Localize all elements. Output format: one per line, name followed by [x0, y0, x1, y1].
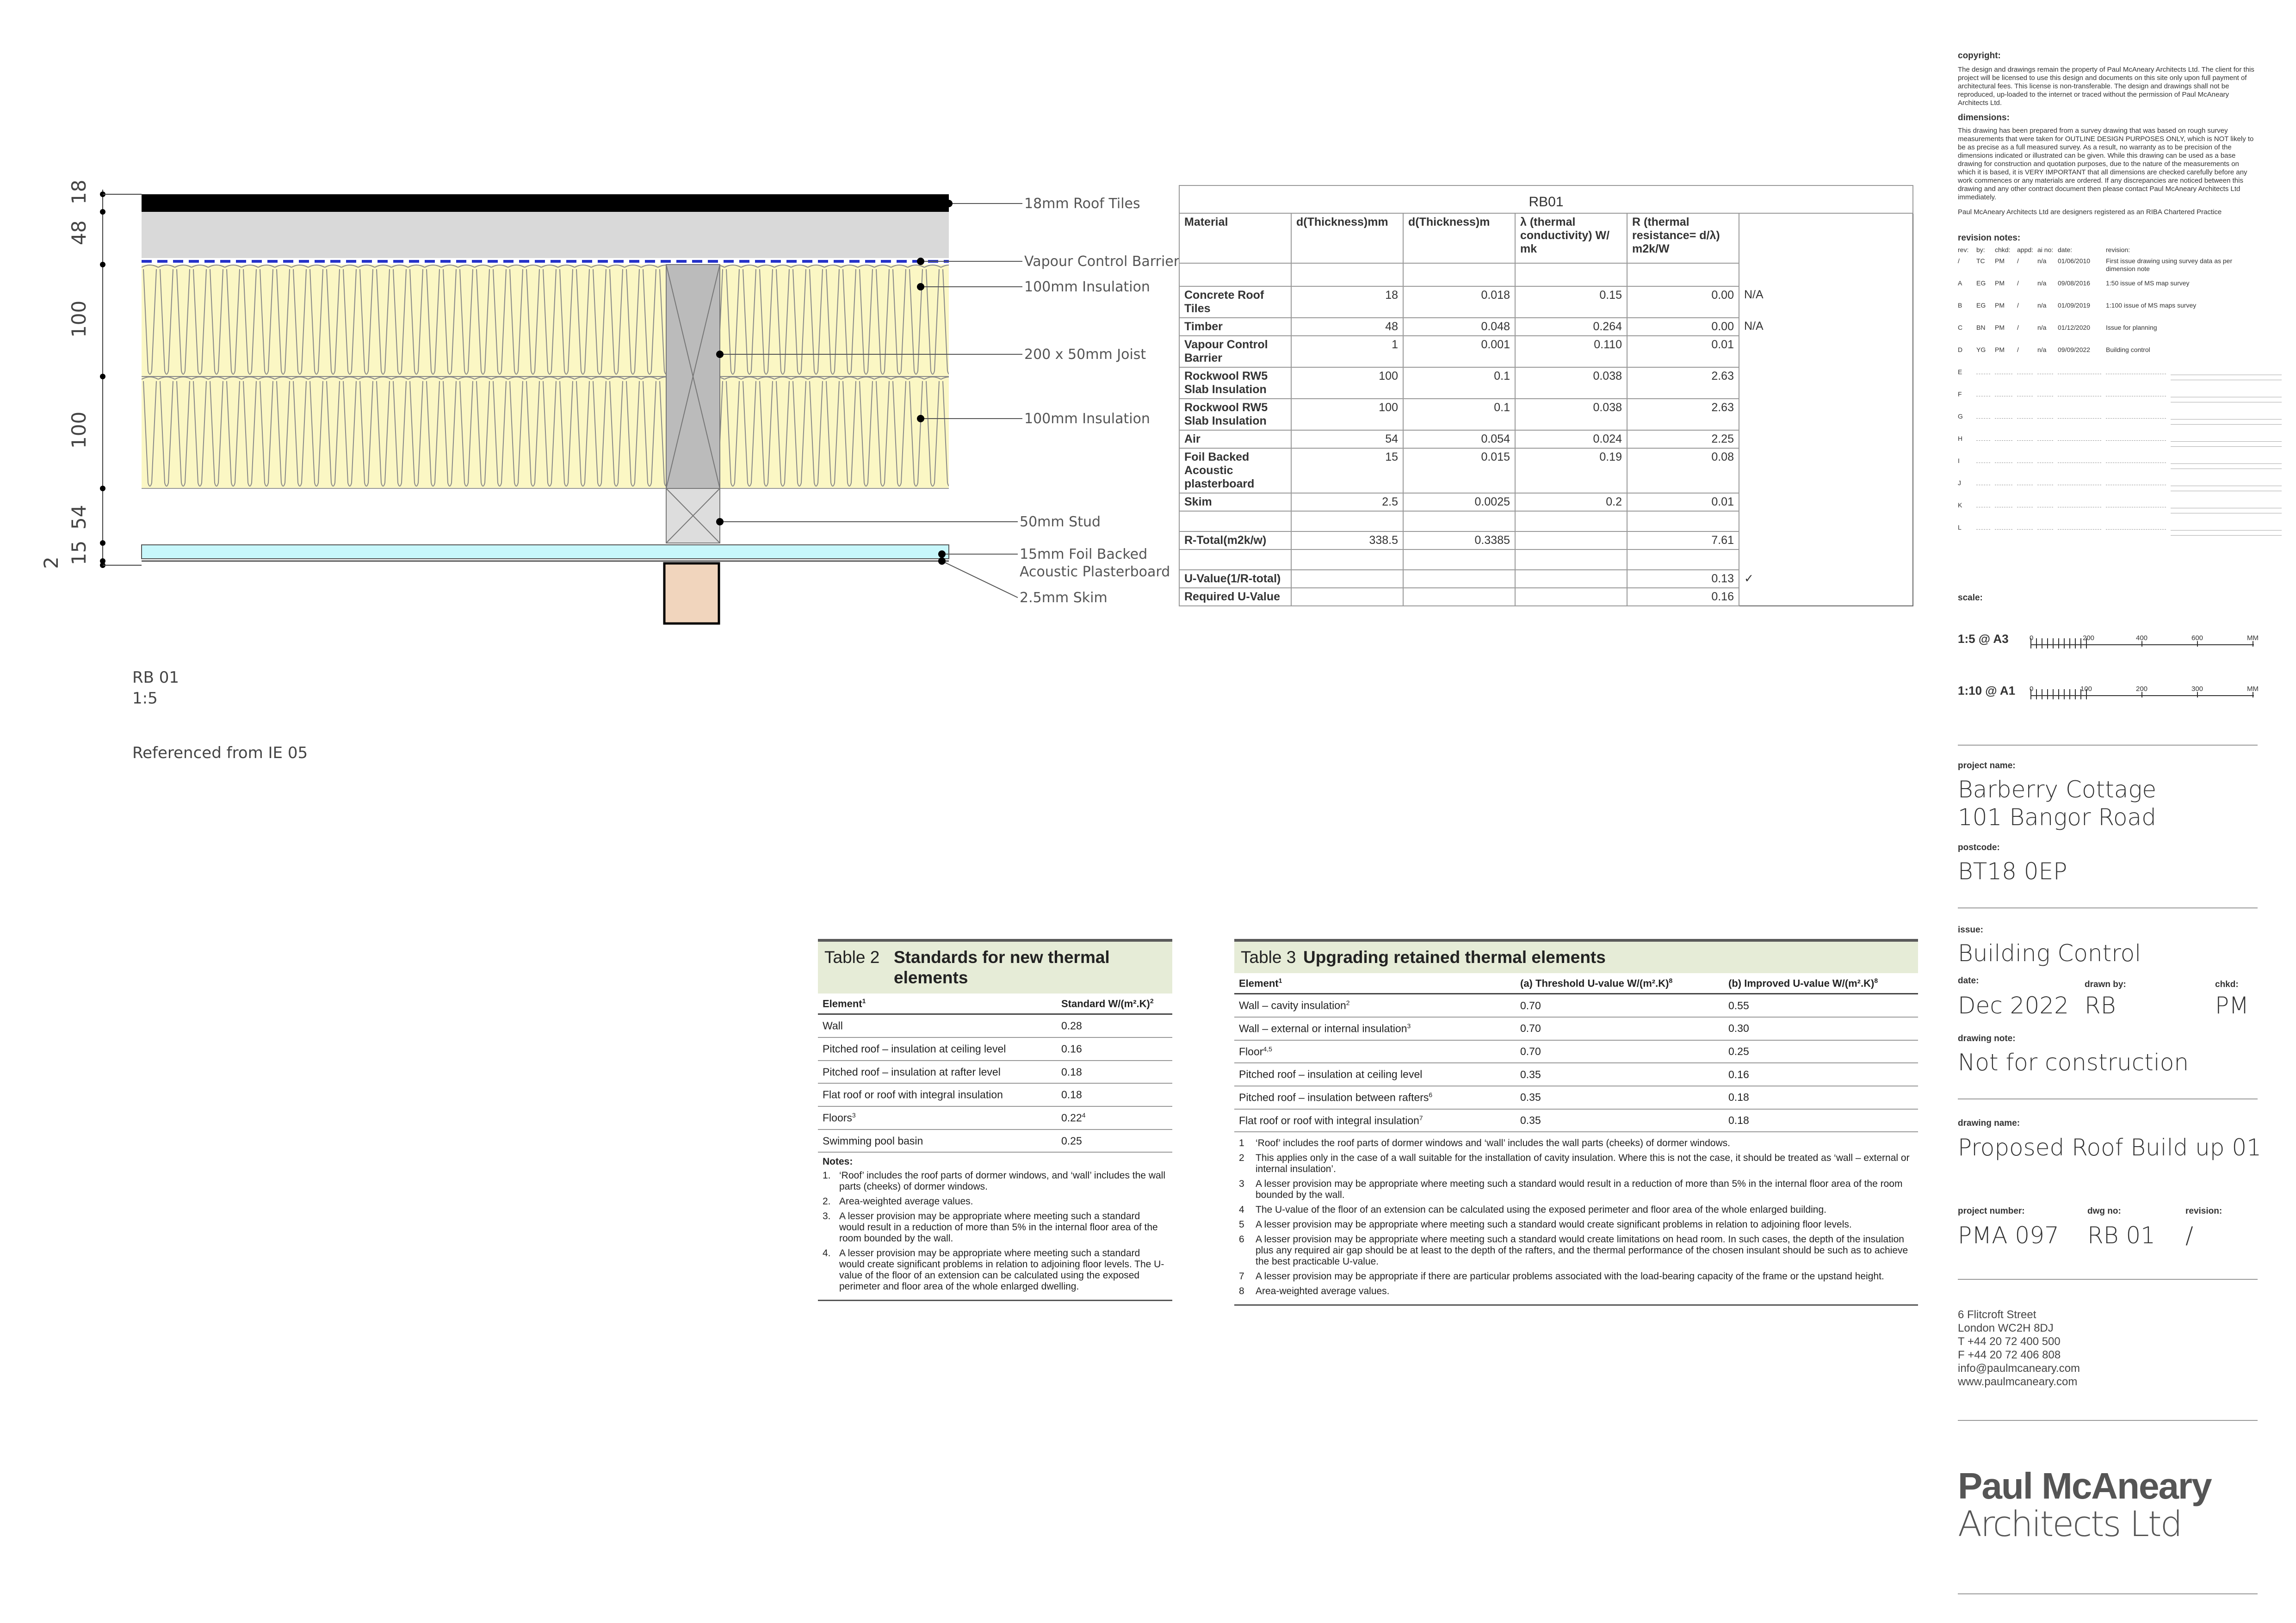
table2-row	[818, 1106, 1172, 1129]
rb01-calculation-table	[1179, 185, 1913, 606]
date: Dec 2022	[1958, 992, 2069, 1019]
rb01-conductivity: 0.19	[1515, 448, 1627, 493]
revision-row: A EG PM / n/a 09/08/2016 1:50 issue of MS map survey	[1958, 279, 2190, 287]
rb01-total-label: R-Total(m2k/w)	[1179, 531, 1291, 549]
address-line: 6 Flitcroft Street	[1958, 1308, 2036, 1321]
table3-threshold: 0.35	[1516, 1109, 1724, 1132]
rb01-header-mm: d(Thickness)mm	[1291, 213, 1403, 263]
rb01-required-label: Required U-Value	[1179, 588, 1291, 606]
scale1-tick-1: 200	[2083, 634, 2095, 642]
table3-number: Table 3	[1241, 948, 1296, 967]
scale2-label: 1:10 @ A1	[1958, 684, 2016, 697]
drawing-reference-note: Referenced from IE 05	[132, 744, 308, 762]
table2-value: 0.18	[1057, 1061, 1172, 1084]
rb01-conductivity: 0.038	[1515, 399, 1627, 430]
rb01-material: Concrete Roof Tiles	[1179, 286, 1291, 318]
table3-col-improved: (b) Improved U-value $W/(m^2.K)^8$	[1724, 973, 1918, 994]
table3-threshold: 0.70	[1516, 1040, 1724, 1063]
table2-value: 0.25	[1057, 1129, 1172, 1153]
rb01-resistance: 2.25	[1627, 430, 1739, 448]
project-number-label: project number:	[1958, 1206, 2025, 1216]
table2-notes-label: Notes:	[823, 1156, 853, 1167]
scale2-tick-3: 300	[2191, 685, 2203, 693]
table3-row	[1234, 1086, 1918, 1109]
table3-improved: 0.25	[1724, 1040, 1918, 1063]
rb01-conductivity: 0.264	[1515, 318, 1627, 336]
table3-note: 8 Area-weighted average values.	[1239, 1286, 1390, 1297]
rb01-thickness-m: 0.0025	[1403, 493, 1515, 511]
drawing-name-label: drawing name:	[1958, 1118, 2020, 1128]
address-line: F +44 20 72 406 808	[1958, 1349, 2061, 1361]
table2-col-standard: Standard $W/(m^2.K)^2$	[1057, 994, 1172, 1014]
table3-element: Wall – cavity insulation$^2$	[1234, 994, 1516, 1017]
table3-element: Pitched roof – insulation between rafters$^6$	[1234, 1086, 1516, 1109]
table2-element: Wall	[818, 1014, 1057, 1037]
rb01-resistance: 2.63	[1627, 367, 1739, 399]
rb01-total-mm: 338.5	[1291, 531, 1403, 549]
revision-row-empty: L	[1958, 524, 2258, 546]
address-line: info@paulmcaneary.com	[1958, 1362, 2080, 1375]
table3-element: Pitched roof – insulation at ceiling level	[1234, 1063, 1516, 1086]
callout-skim: 2.5mm Skim	[1020, 590, 1108, 606]
revision-label: revision:	[2185, 1206, 2222, 1216]
rb01-uvalue-label: U-Value(1/R-total)	[1179, 570, 1291, 588]
drawing-reference-name: RB 01	[132, 668, 179, 687]
rb01-resistance: 0.01	[1627, 336, 1739, 367]
rb01-note	[1739, 399, 1913, 430]
logo-line2: Architects Ltd	[1958, 1503, 2181, 1544]
scale2-tick-2: 200	[2136, 685, 2148, 693]
scale-label: scale:	[1958, 593, 1983, 603]
table2-element: Flat roof or roof with integral insulation	[818, 1083, 1057, 1106]
roof-tiles-layer	[142, 194, 949, 212]
rb01-thickness-m: 0.001	[1403, 336, 1515, 367]
riba-text: Paul McAneary Architects Ltd are designers registered as an RIBA Chartered Practice	[1958, 208, 2222, 216]
date-label: date:	[1958, 976, 1979, 986]
issue: Building Control	[1958, 940, 2141, 967]
dwg-no: RB 01	[2087, 1222, 2155, 1249]
table3-note: 7 A lesser provision may be appropriate if there are particular problems associated with the load-bearing capacity of the frame or the upstand height.	[1239, 1271, 1884, 1282]
table2-row	[818, 1083, 1172, 1106]
table3-threshold: 0.70	[1516, 994, 1724, 1017]
rb01-resistance: 0.01	[1627, 493, 1739, 511]
rb01-thickness-m: 0.018	[1403, 286, 1515, 318]
project-name-line1: Barberry Cottage	[1958, 776, 2157, 803]
scale2-tick-1: 100	[2080, 685, 2092, 693]
table3-note: 6 A lesser provision may be appropriate where meeting such a standard would create limitations on head room. In such cases, the depth of the insulation plus any required air gap should be at least to the depth of the rafters, and the thermal performance of the chosen insulant should be such as to achieve the best practicable U-value.	[1239, 1234, 1908, 1267]
table3-element: Flat roof or roof with integral insulation$^7$	[1234, 1109, 1516, 1132]
rb01-thickness-mm: 54	[1291, 430, 1403, 448]
copyright-label: copyright:	[1958, 51, 2001, 61]
project-number: PMA 097	[1958, 1222, 2059, 1249]
table3-improved: 0.16	[1724, 1063, 1918, 1086]
rb01-row	[1179, 493, 1913, 511]
rb01-row	[1179, 448, 1913, 493]
table3-row	[1234, 1109, 1918, 1132]
rb01-conductivity: 0.2	[1515, 493, 1627, 511]
rb01-material: Timber	[1179, 318, 1291, 336]
table3-improved: 0.30	[1724, 1017, 1918, 1040]
callout-insulation-upper: 100mm Insulation	[1024, 279, 1150, 295]
table3-row	[1234, 1063, 1918, 1086]
rb01-thickness-mm: 48	[1291, 318, 1403, 336]
rb01-thickness-m: 0.054	[1403, 430, 1515, 448]
table2-row	[818, 1061, 1172, 1084]
revision-row-empty: E	[1958, 368, 2258, 390]
table3-element: Floor$^{4,5}$	[1234, 1040, 1516, 1063]
table2-element: Floors$^3$	[818, 1106, 1057, 1129]
rb01-note	[1739, 493, 1913, 511]
rb01-total-r: 7.61	[1627, 531, 1739, 549]
table2-element: Swimming pool basin	[818, 1129, 1057, 1153]
callout-roof-tiles: 18mm Roof Tiles	[1024, 196, 1140, 212]
table3-row	[1234, 1017, 1918, 1040]
revision-row-empty: K	[1958, 501, 2258, 524]
table2-note: 4. A lesser provision may be appropriate where meeting such a standard would create significant problems in relation to adjoining floor levels. The U-value of the floor of an extension can be calculated using the exposed perimeter and floor area of the whole enlarged dwelling.	[823, 1248, 1164, 1292]
revision-header-row: rev: by: chkd: appd: ai no: date: revision:	[1958, 246, 2130, 253]
rb01-note	[1739, 430, 1913, 448]
rb01-header-lambda: λ (thermal conductivity) W/ mk	[1515, 213, 1627, 263]
revision-row-empty: F	[1958, 390, 2258, 413]
postcode: BT18 0EP	[1958, 858, 2067, 885]
rb01-material: Foil Backed Acoustic plasterboard	[1179, 448, 1291, 493]
drawing-reference-scale: 1:5	[132, 689, 158, 708]
table2-row	[818, 1037, 1172, 1061]
rb01-uvalue-check: ✓	[1744, 572, 1754, 585]
checked-by: PM	[2215, 992, 2249, 1019]
table2-value: 0.28	[1057, 1014, 1172, 1037]
address-line: London WC2H 8DJ	[1958, 1322, 2054, 1334]
air-gap	[142, 488, 949, 543]
title-block	[1958, 51, 2258, 546]
table2-element: Pitched roof – insulation at ceiling level	[818, 1037, 1057, 1061]
rb01-conductivity: 0.110	[1515, 336, 1627, 367]
issue-label: issue:	[1958, 925, 1983, 935]
rb01-row	[1179, 336, 1913, 367]
address-line: www.paulmcaneary.com	[1958, 1376, 2078, 1388]
plasterboard-layer	[142, 545, 949, 559]
table3-threshold: 0.35	[1516, 1063, 1724, 1086]
rb01-total-m: 0.3385	[1403, 531, 1515, 549]
table2-row	[818, 1129, 1172, 1153]
drawing-note-label: drawing note:	[1958, 1034, 2016, 1043]
table3-improved: 0.55	[1724, 994, 1918, 1017]
table3-row	[1234, 994, 1918, 1017]
rb01-resistance: 0.08	[1627, 448, 1739, 493]
rb01-note	[1739, 448, 1913, 493]
rb01-header-r: R (thermal resistance= d/λ) m2k/W	[1627, 213, 1739, 263]
dim-100-lower: 100	[68, 411, 90, 449]
rb01-thickness-mm: 100	[1291, 367, 1403, 399]
scale2-tick-4: MM	[2247, 685, 2259, 693]
wall-below	[664, 563, 719, 623]
rb01-row	[1179, 318, 1913, 336]
rb01-title: RB01	[1179, 185, 1913, 213]
rb01-header-material: Material	[1179, 213, 1291, 263]
drawn-by: RB	[2085, 992, 2116, 1019]
rb01-conductivity: 0.038	[1515, 367, 1627, 399]
scale1-tick-2: 400	[2136, 634, 2148, 642]
table3-note: 1 ‘Roof’ includes the roof parts of dormer windows and ‘wall’ includes the wall parts (cheeks) of dormer windows.	[1239, 1138, 1730, 1149]
rb01-required-uvalue: 0.16	[1627, 588, 1739, 606]
callout-insulation-lower: 100mm Insulation	[1024, 411, 1150, 427]
revision-row-empty: I	[1958, 457, 2258, 479]
dim-54: 54	[68, 505, 90, 530]
rb01-resistance: 0.00	[1627, 286, 1739, 318]
dim-48: 48	[68, 220, 90, 245]
rb01-thickness-mm: 15	[1291, 448, 1403, 493]
dimensions-label: dimensions:	[1958, 113, 2010, 123]
callout-vapour-barrier: Vapour Control Barrier	[1024, 253, 1180, 270]
revision: /	[2185, 1222, 2193, 1249]
table2-col-element: Element$^1$	[818, 994, 1057, 1014]
callout-joist: 200 x 50mm Joist	[1024, 346, 1146, 363]
rb01-thickness-m: 0.015	[1403, 448, 1515, 493]
rb01-thickness-m: 0.1	[1403, 367, 1515, 399]
table2-note: 1. ‘Roof’ includes the roof parts of dormer windows, and ‘wall’ includes the wall parts (cheeks) of dormer windows.	[823, 1170, 1165, 1192]
rb01-thickness-m: 0.1	[1403, 399, 1515, 430]
table2-value: 0.18	[1057, 1083, 1172, 1106]
dwg-no-label: dwg no:	[2087, 1206, 2121, 1216]
table2-value: 0.16	[1057, 1037, 1172, 1061]
scale1-tick-3: 600	[2191, 634, 2203, 642]
table3-element: Wall – external or internal insulation$^3$	[1234, 1017, 1516, 1040]
table3-note: 4 The U-value of the floor of an extension can be calculated using the exposed perimeter and floor area of the whole enlarged building.	[1239, 1204, 1826, 1216]
project-name-label: project name:	[1958, 761, 2016, 771]
logo-line1: Paul McAneary	[1958, 1465, 2211, 1506]
scale1-label: 1:5 @ A3	[1958, 632, 2009, 646]
rb01-note: N/A	[1744, 288, 1764, 301]
postcode-label: postcode:	[1958, 843, 2000, 852]
office-address	[1958, 1308, 2080, 1388]
callout-plasterboard-1: 15mm Foil Backed	[1020, 546, 1148, 562]
project-name-line2: 101 Bangor Road	[1958, 804, 2156, 831]
rb01-row	[1179, 367, 1913, 399]
rb01-note: N/A	[1744, 320, 1764, 333]
table2-value: 0.22$^4$	[1057, 1106, 1172, 1129]
revision-row-empty: J	[1958, 479, 2258, 501]
table3-row	[1234, 1040, 1918, 1063]
table2-number: Table 2	[824, 948, 880, 967]
drawn-by-label: drawn by:	[2085, 980, 2126, 989]
callout-plasterboard-2: Acoustic Plasterboard	[1020, 564, 1170, 580]
table2-standards	[818, 939, 1172, 1301]
rb01-thickness-mm: 2.5	[1291, 493, 1403, 511]
table3-threshold: 0.70	[1516, 1017, 1724, 1040]
scale-bars	[1958, 624, 2263, 708]
drawing-name: Proposed Roof Build up 01	[1958, 1134, 2262, 1161]
revision-row-empty: H	[1958, 435, 2258, 457]
table3-col-element: Element$^1$	[1234, 973, 1516, 994]
revision-row-empty: G	[1958, 413, 2258, 435]
rb01-material: Skim	[1179, 493, 1291, 511]
table2-note: 2. Area-weighted average values.	[823, 1196, 973, 1207]
copyright-text: The design and drawings remain the property of Paul McAneary Architects Ltd. The client for this project will be licensed to use this design and documents on this site only upon full payment of architectural fees. This license is non-transferable. The design and drawings shall not be reproduced, up-loaded to the internet or traced without the permission of Paul McAneary Architects Ltd.	[1958, 66, 2254, 107]
roof-section-drawing	[0, 0, 1203, 648]
rb01-material: Rockwool RW5 Slab Insulation	[1179, 367, 1291, 399]
revision-notes-label: revision notes:	[1958, 233, 2021, 243]
rb01-resistance: 0.00	[1627, 318, 1739, 336]
rb01-conductivity: 0.15	[1515, 286, 1627, 318]
rb01-material: Rockwool RW5 Slab Insulation	[1179, 399, 1291, 430]
rb01-conductivity: 0.024	[1515, 430, 1627, 448]
rb01-thickness-m: 0.048	[1403, 318, 1515, 336]
table3-col-threshold: (a) Threshold U-value $W/(m^2.K)^8$	[1516, 973, 1724, 994]
rb01-thickness-mm: 100	[1291, 399, 1403, 430]
revision-row: C BN PM / n/a 01/12/2020 Issue for planning	[1958, 324, 2157, 331]
table2-row	[818, 1014, 1172, 1037]
revision-row: / TC PM / n/a 01/06/2010 First issue drawing using survey data as per dimension note	[1958, 257, 2233, 272]
rb01-note	[1739, 367, 1913, 399]
rb01-row	[1179, 399, 1913, 430]
revision-row: D YG PM / n/a 09/09/2022 Building control	[1958, 346, 2150, 353]
dimensions-text: This drawing has been prepared from a survey drawing that was based on rough survey measurements that were taken for OUTLINE DESIGN PURPOSES ONLY, which is NOT likely to be as precise as a full measured survey. As a result, no warranty as to be precision of the dimensions indicated or illustrated can be given. While this drawing can be used as a base drawing for construction and quotation purposes, due to the nature of the measurements on which it is based, it is VERY IMPORTANT that all dimensions are checked carefully before any work commences or any materials are ordered. If any discrepancies are noticed between this drawing and any other contract document then please contact Paul McAneary Architects Ltd immediately.	[1958, 127, 2254, 201]
table3-upgrading	[1234, 939, 1918, 1306]
rb01-uvalue: 0.13	[1627, 570, 1739, 588]
timber-layer	[142, 212, 949, 258]
scale1-tick-0: 0	[2030, 634, 2034, 642]
rb01-resistance: 2.63	[1627, 399, 1739, 430]
table3-note: 2 This applies only in the case of a wall suitable for the installation of cavity insulation. Where this is not the case, it should be treated as ‘wall – external or internal insulation’.	[1239, 1153, 1910, 1175]
table3-improved: 0.18	[1724, 1109, 1918, 1132]
table2-element: Pitched roof – insulation at rafter level	[818, 1061, 1057, 1084]
rb01-row	[1179, 430, 1913, 448]
dim-18: 18	[68, 179, 90, 204]
address-line: T +44 20 72 400 500	[1958, 1335, 2061, 1348]
rb01-material: Vapour Control Barrier	[1179, 336, 1291, 367]
rb01-thickness-mm: 1	[1291, 336, 1403, 367]
rb01-note	[1739, 336, 1913, 367]
dim-15: 15	[68, 540, 90, 565]
rb01-material: Air	[1179, 430, 1291, 448]
table3-note: 5 A lesser provision may be appropriate where meeting such a standard would create significant problems in relation to adjoining floor levels.	[1239, 1219, 1852, 1230]
rb01-header-m: d(Thickness)m	[1403, 213, 1515, 263]
table3-threshold: 0.35	[1516, 1086, 1724, 1109]
table3-improved: 0.18	[1724, 1086, 1918, 1109]
revision-table	[1958, 246, 2258, 546]
rb01-thickness-mm: 18	[1291, 286, 1403, 318]
table3-note: 3 A lesser provision may be appropriate where meeting such a standard would result in a reduction of more than 5% in the internal floor area of the room bounded by the wall.	[1239, 1179, 1903, 1201]
rb01-row	[1179, 286, 1913, 318]
table2-note: 3. A lesser provision may be appropriate where meeting such a standard would result in a reduction of more than 5% in the internal floor area of the room bounded by the wall.	[823, 1211, 1158, 1244]
table2-title: Standards for new thermal elements	[894, 948, 1110, 987]
callout-stud: 50mm Stud	[1020, 514, 1101, 530]
scale1-tick-4: MM	[2247, 634, 2259, 642]
checked-label: chkd:	[2215, 980, 2239, 989]
dim-100-upper: 100	[68, 300, 90, 338]
dim-2: 2	[40, 556, 62, 569]
drawing-note: Not for construction	[1958, 1049, 2189, 1076]
table3-title: Upgrading retained thermal elements	[1303, 948, 1606, 967]
revision-row: B EG PM / n/a 01/09/2019 1:100 issue of MS maps survey	[1958, 302, 2197, 309]
scale2-tick-0: 0	[2030, 685, 2034, 693]
